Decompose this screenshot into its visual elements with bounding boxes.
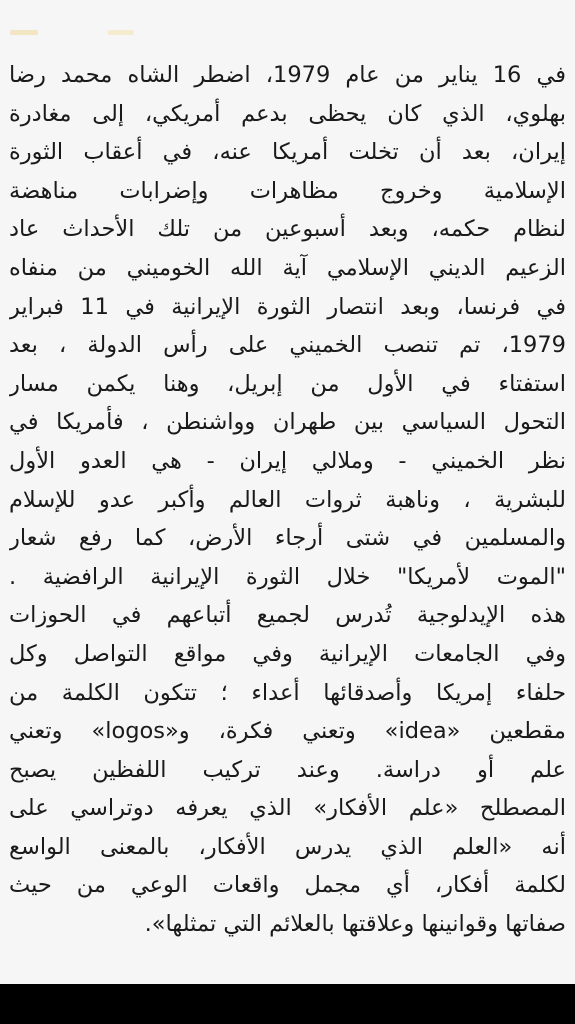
- top-edge-mark: [10, 30, 38, 35]
- text-line: الزعيم الديني الإسلامي آية الله الخوميني من منفاه: [9, 254, 566, 281]
- text-line: استفتاء في الأول من إبريل، وهنا يكمن مسار: [9, 370, 566, 397]
- text-line: الإسلامية وخروج مظاهرات وإضرابات مناهضة: [9, 177, 566, 204]
- text-line: مقطعين «idea» وتعني فكرة، و«logos» وتعني: [9, 718, 566, 745]
- text-line: هذه الإيدلوجية تُدرس لجميع أتباعهم في الحوزات: [9, 602, 566, 629]
- text-line: لنظام حكمه، وبعد أسبوعين من تلك الأحداث عاد: [9, 216, 566, 243]
- text-line: في فرنسا، وبعد انتصار الثورة الإيرانية في 11 فبراير: [9, 293, 566, 320]
- text-line: علم أو دراسة. وعند تركيب اللفظين يصبح: [9, 756, 566, 783]
- text-line: المصطلح «علم الأفكار» الذي يعرفه دوتراسي على: [9, 795, 566, 822]
- text-line: وفي الجامعات الإيرانية وفي مواقع التواصل وكل: [9, 640, 566, 667]
- article-text: [9, 56, 566, 944]
- text-line: في 16 يناير من عام 1979، اضطر الشاه محمد رضا: [9, 62, 566, 88]
- text-line: والمسلمين في شتى أرجاء الأرض، كما رفع شعار: [9, 525, 566, 552]
- text-line: للبشرية ، وناهبة ثروات العالم وأكبر عدو للإسلام: [9, 486, 566, 513]
- text-line: صفاتها وقوانينها وعلاقتها بالعلائم التي تمثلها».: [144, 911, 566, 938]
- text-line: حلفاء إمريكا وأصدقائها أعداء ؛ تتكون الكلمة من: [9, 679, 566, 706]
- text-line: التحول السياسي بين طهران وواشنطن ، فأمريكا في: [9, 409, 566, 436]
- text-line: بهلوي، الذي كان يحظى بدعم أمريكي، إلى مغادرة: [9, 100, 566, 127]
- top-edge-mark: [108, 30, 134, 35]
- bottom-black-bar: [0, 984, 575, 1024]
- text-line: "الموت لأمريكا" خلال الثورة الإيرانية الرافضية .: [9, 563, 566, 590]
- text-line: لكلمة أفكار، أي مجمل واقعات الوعي من حيث: [9, 872, 566, 899]
- text-line: 1979، تم تنصب الخميني على رأس الدولة ، بعد: [9, 332, 566, 359]
- text-line: نظر الخميني - وملالي إيران - هي العدو الأول: [9, 447, 566, 474]
- text-line: أنه «العلم الذي يدرس الأفكار، بالمعنى الواسع: [9, 833, 566, 860]
- text-line: إيران، بعد أن تخلت أمريكا عنه، في أعقاب الثورة: [9, 139, 566, 166]
